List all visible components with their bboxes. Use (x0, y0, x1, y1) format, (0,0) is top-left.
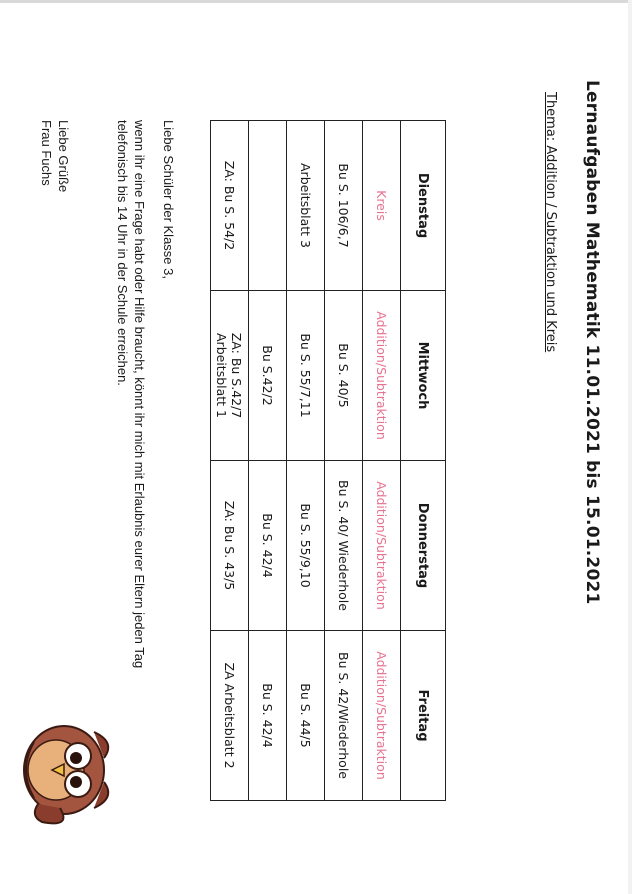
letter-greeting: Liebe Schüler der Klasse 3, (161, 120, 176, 279)
table-row (325, 121, 363, 801)
table-cell: Bu S. 55/9,10 (287, 461, 325, 631)
table-cell: ZA: Bu S. 43/5 (211, 461, 249, 631)
table-cell: Addition/Subtraktion (363, 461, 401, 631)
table-cell: Bu S. 40/5 (325, 291, 363, 461)
table-cell-two-lines (211, 291, 249, 461)
table-row (363, 121, 401, 801)
table-cell: Addition/Subtraktion (363, 291, 401, 461)
owl-mascot-icon (14, 712, 134, 832)
table-cell: Kreis (363, 121, 401, 291)
table-cell: ZA: Bu S. 54/2 (211, 121, 249, 291)
cell-line: ZA: Bu S.42/7 (229, 332, 245, 419)
header-freitag: Freitag (401, 631, 446, 801)
table-row (249, 121, 287, 801)
topic-line: Thema: Addition / Subtraktion und Kreis (543, 92, 558, 353)
table-cell: Bu S. 42/Wiederhole (325, 631, 363, 801)
table-cell (249, 121, 287, 291)
table-cell: Bu S. 42/4 (249, 631, 287, 801)
table-row (211, 121, 249, 801)
weekly-task-table (210, 120, 446, 801)
closing: Liebe Grüße (56, 120, 71, 193)
worksheet-title: Lernaufgaben Mathematik 11.01.2021 bis 15.01.2021 (582, 80, 602, 605)
table-cell: Bu S.42/2 (249, 291, 287, 461)
header-dienstag: Dienstag (401, 121, 446, 291)
table-cell: Addition/Subtraktion (363, 631, 401, 801)
table-header-row (401, 121, 446, 801)
table-cell: Bu S. 106/6,7 (325, 121, 363, 291)
table-cell: Bu S. 55/7,11 (287, 291, 325, 461)
table-cell: Bu S. 40/ Wiederhole (325, 461, 363, 631)
header-donnerstag: Donnerstag (401, 461, 446, 631)
letter-body (114, 120, 177, 668)
table-cell: Bu S. 44/5 (287, 631, 325, 801)
signoff (38, 120, 72, 192)
table-cell: Bu S. 42/4 (249, 461, 287, 631)
table-row (287, 121, 325, 801)
header-mittwoch: Mittwoch (401, 291, 446, 461)
table-cell: Arbeitsblatt 3 (287, 121, 325, 291)
table-cell: ZA Arbeitsblatt 2 (211, 631, 249, 801)
cell-line: Arbeitsblatt 1 (214, 333, 230, 418)
letter-line: telefonisch bis 14 Uhr in der Schule erreichen. (115, 120, 130, 386)
letter-line: wenn ihr eine Frage habt oder Hilfe braucht, könnt ihr mich mit Erlaubnis eurer Eltern jeden Tag (132, 120, 147, 669)
teacher-name: Frau Fuchs (39, 120, 54, 186)
